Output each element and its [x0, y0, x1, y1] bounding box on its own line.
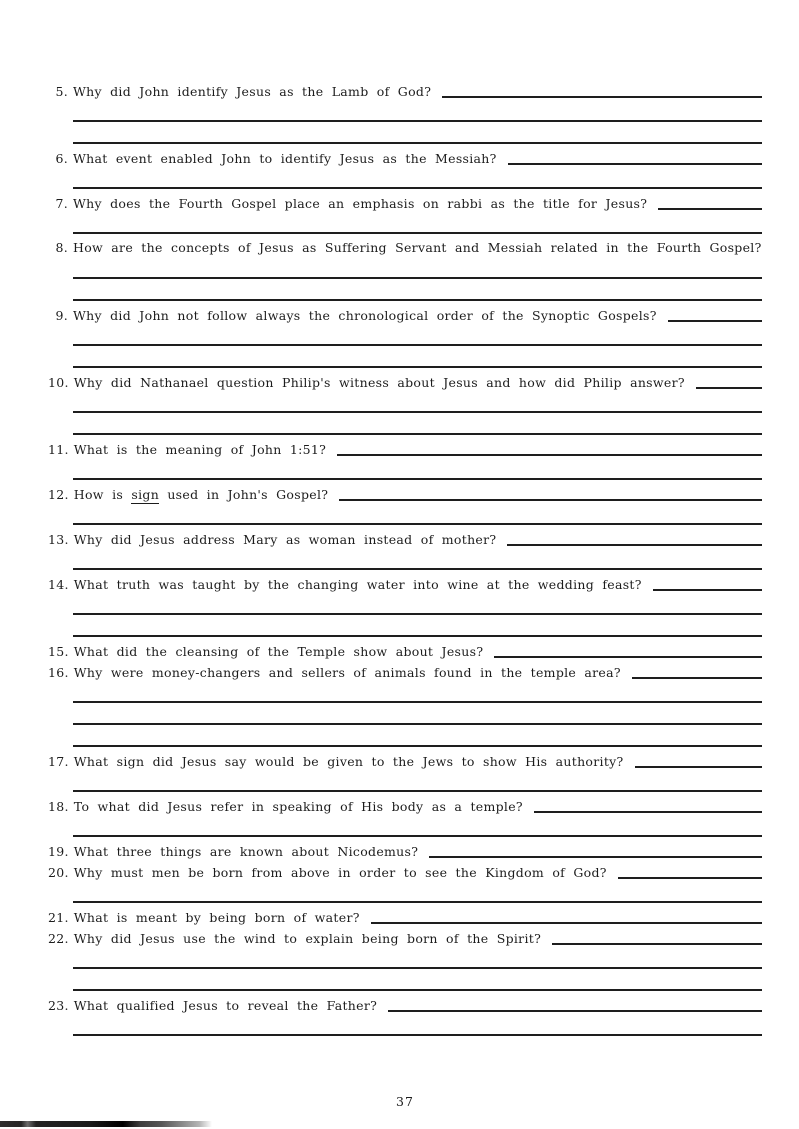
- answer-line: [635, 756, 762, 768]
- question-number: 11.: [48, 442, 69, 457]
- question-row: [48, 151, 762, 165]
- answer-line: [668, 310, 762, 322]
- question-row: [48, 241, 762, 255]
- question-number: 15.: [48, 644, 69, 659]
- question-number: 8.: [55, 240, 68, 255]
- question-text: What qualified Jesus to reveal the Father?: [73, 998, 378, 1013]
- question-list: [48, 84, 762, 1036]
- answer-line: [73, 503, 762, 525]
- question-row: [48, 910, 762, 924]
- question-text: Why did Jesus use the wind to explain being born of the Spirit?: [73, 931, 542, 946]
- question-row: [48, 577, 762, 591]
- answer-line: [618, 867, 762, 879]
- question-text: What event enabled John to identify Jesus as the Messiah?: [73, 151, 497, 166]
- answer-line: [632, 667, 762, 679]
- question-number: 20.: [48, 865, 69, 880]
- question-number: 9.: [55, 308, 68, 323]
- answer-line: [507, 534, 762, 546]
- answer-line: [534, 801, 762, 813]
- question-number: 19.: [48, 844, 69, 859]
- question-text: To what did Jesus refer in speaking of His body as a temple?: [73, 799, 523, 814]
- question-number: 5.: [55, 84, 68, 99]
- question-text: What three things are known about Nicodemus?: [73, 844, 419, 859]
- answer-line: [73, 324, 762, 346]
- question-row: [48, 931, 762, 945]
- answer-line: [653, 579, 762, 591]
- question-number: 17.: [48, 754, 69, 769]
- answer-line: [73, 725, 762, 747]
- answer-line: [73, 1014, 762, 1036]
- question-row: [48, 799, 762, 813]
- question-text: What is the meaning of John 1:51?: [73, 442, 327, 457]
- question-row: [48, 754, 762, 768]
- question-number: 7.: [55, 196, 68, 211]
- question-text: How are the concepts of Jesus as Suffering Servant and Messiah related in the Fourth Gospel?: [73, 240, 762, 255]
- answer-line: [73, 257, 762, 279]
- answer-line: [73, 615, 762, 637]
- answer-line: [552, 933, 762, 945]
- answer-line: [337, 444, 762, 456]
- answer-line: [73, 279, 762, 301]
- question-row: [48, 644, 762, 658]
- question-text: Why did Nathanael question Philip's witness about Jesus and how did Philip answer?: [73, 375, 685, 390]
- answer-line: [73, 815, 762, 837]
- question-row: [48, 487, 762, 501]
- question-number: 16.: [48, 665, 69, 680]
- question-text: What is meant by being born of water?: [73, 910, 360, 925]
- answer-line: [494, 646, 762, 658]
- question-text: Why were money-changers and sellers of animals found in the temple area?: [73, 665, 621, 680]
- answer-line: [73, 122, 762, 144]
- question-row: [48, 442, 762, 456]
- question-text: Why did Jesus address Mary as woman instead of mother?: [73, 532, 497, 547]
- answer-line: [73, 593, 762, 615]
- scan-artifact-bar: [0, 1121, 212, 1127]
- question-row: [48, 84, 762, 98]
- question-text: Why did John identify Jesus as the Lamb of God?: [73, 84, 432, 99]
- question-row: [48, 308, 762, 322]
- answer-line: [339, 489, 762, 501]
- question-row: [48, 196, 762, 210]
- question-number: 12.: [48, 487, 69, 502]
- answer-line: [73, 167, 762, 189]
- question-number: 13.: [48, 532, 69, 547]
- question-number: 18.: [48, 799, 69, 814]
- answer-line: [73, 212, 762, 234]
- question-number: 6.: [55, 151, 68, 166]
- answer-line: [73, 100, 762, 122]
- question-row: [48, 844, 762, 858]
- question-text: What truth was taught by the changing water into wine at the wedding feast?: [73, 577, 642, 592]
- answer-line: [73, 548, 762, 570]
- question-number: 10.: [48, 375, 69, 390]
- answer-line: [73, 391, 762, 413]
- question-text: Why did John not follow always the chronological order of the Synoptic Gospels?: [73, 308, 657, 323]
- answer-line: [73, 458, 762, 480]
- answer-line: [429, 846, 762, 858]
- answer-line: [696, 377, 762, 389]
- answer-line: [73, 703, 762, 725]
- question-number: 14.: [48, 577, 69, 592]
- question-text: Why does the Fourth Gospel place an emphasis on rabbi as the title for Jesus?: [73, 196, 648, 211]
- answer-line: [508, 153, 762, 165]
- page-number: 37: [396, 1094, 414, 1109]
- answer-line: [658, 198, 762, 210]
- question-number: 22.: [48, 931, 69, 946]
- answer-line: [73, 881, 762, 903]
- answer-line: [73, 947, 762, 969]
- question-text: How is sign used in John's Gospel?: [73, 487, 329, 502]
- question-text: Why must men be born from above in order to see the Kingdom of God?: [73, 865, 607, 880]
- question-row: [48, 665, 762, 679]
- answer-line: [73, 346, 762, 368]
- answer-line: [73, 770, 762, 792]
- question-row: [48, 532, 762, 546]
- question-row: [48, 865, 762, 879]
- question-number: 21.: [48, 910, 69, 925]
- answer-line: [388, 1000, 762, 1012]
- answer-line: [73, 969, 762, 991]
- question-text: What did the cleansing of the Temple show about Jesus?: [73, 644, 484, 659]
- answer-line: [442, 86, 762, 98]
- question-text: What sign did Jesus say would be given to the Jews to show His authority?: [73, 754, 624, 769]
- answer-line: [73, 681, 762, 703]
- question-number: 23.: [48, 998, 69, 1013]
- answer-line: [73, 413, 762, 435]
- question-row: [48, 375, 762, 389]
- question-row: [48, 998, 762, 1012]
- answer-line: [371, 912, 762, 924]
